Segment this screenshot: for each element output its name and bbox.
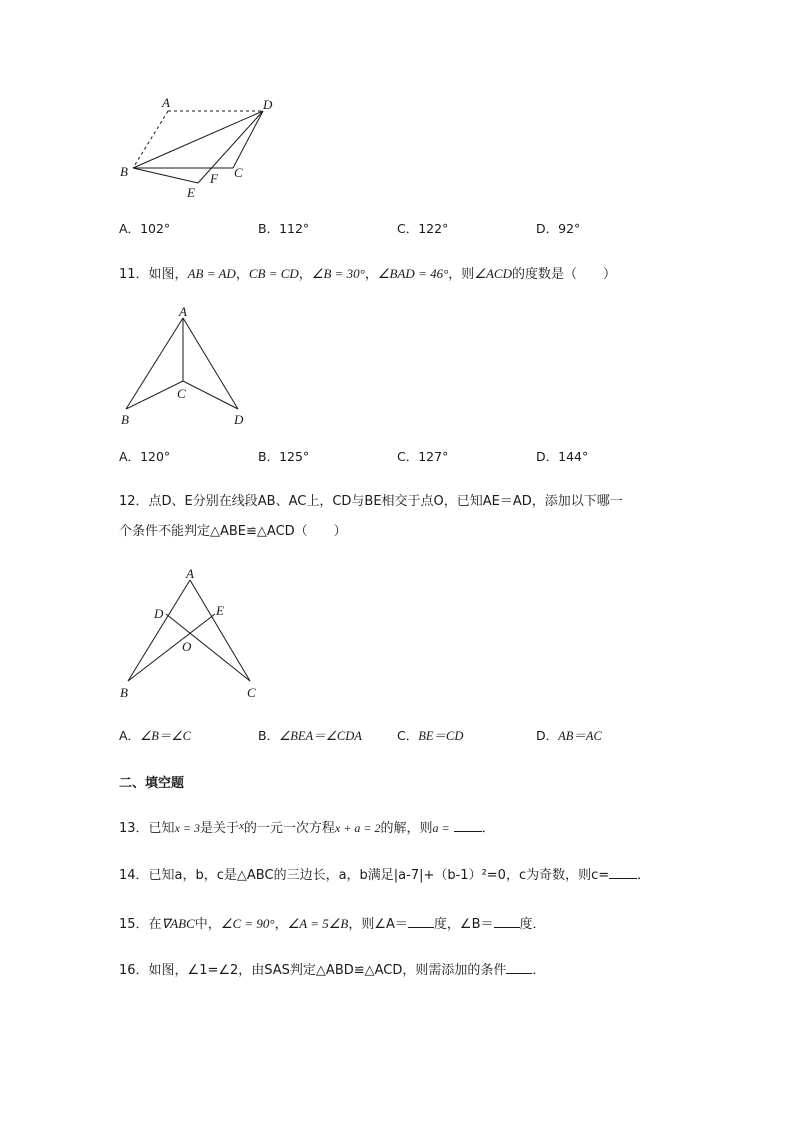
option-letter: C．: [397, 728, 419, 743]
segment-ab: [128, 580, 190, 681]
option-letter: B．: [258, 449, 280, 464]
math-expr: CB = CD: [248, 266, 299, 281]
label-e: E: [216, 603, 224, 618]
segment-ac: [190, 580, 250, 681]
stem-text: ，则: [448, 267, 475, 282]
stem-text: 是关于: [200, 821, 240, 836]
question-number: 11．: [119, 267, 149, 282]
option-letter: D．: [536, 449, 559, 464]
label-c: C: [177, 386, 186, 401]
label-a: A: [162, 95, 170, 110]
stem-text: 度．: [519, 917, 546, 932]
option-letter: C．: [397, 221, 419, 236]
option-letter: D．: [536, 221, 559, 236]
option-letter: A．: [119, 449, 141, 464]
label-c: C: [247, 685, 256, 700]
option-text: ∠B＝∠C: [140, 729, 191, 743]
option-text: AB＝AC: [558, 729, 602, 743]
segment-be: [128, 614, 215, 681]
math-expr: a =: [432, 821, 450, 835]
stem-text: 的度数是（ ）: [511, 267, 616, 282]
option-text: BE＝CD: [418, 729, 464, 743]
option-text: 125°: [279, 449, 310, 464]
label-b: B: [120, 685, 128, 700]
answer-blank[interactable]: [408, 915, 434, 928]
segment-cd: [166, 614, 250, 681]
stem-text: ．: [481, 821, 495, 836]
label-a: A: [186, 566, 194, 581]
question-15: [119, 915, 546, 934]
question-12-stem-line2: 个条件不能判定△ABE≌△ACD（ ）: [119, 524, 347, 539]
stem-text: ，: [235, 267, 249, 282]
label-c: C: [234, 165, 243, 180]
label-d: D: [263, 97, 273, 112]
stem-text: 14．已知a，b，c是△ABC的三边长，a，b满足|a-7|+（b-1）²=0，c为奇数，则c=: [119, 868, 610, 883]
q12-option-a[interactable]: [119, 727, 191, 745]
math-expr: ∠ACD: [474, 266, 512, 281]
section-heading: 二、填空题: [119, 776, 185, 791]
option-letter: A．: [119, 221, 141, 236]
answer-blank[interactable]: [609, 866, 637, 879]
math-expr: x = 3: [174, 821, 200, 835]
option-letter: B．: [258, 728, 280, 743]
math-expr: ∠B = 30°: [311, 266, 365, 281]
stem-text: 15．在: [119, 917, 162, 932]
option-letter: C．: [397, 449, 419, 464]
stem-text: 的一元一次方程: [243, 821, 335, 836]
stem-text: 已知: [148, 821, 175, 836]
option-text: 102°: [140, 221, 171, 236]
option-letter: D．: [536, 728, 559, 743]
stem-text: ，则∠A＝: [348, 917, 408, 932]
math-expr: ∇ABC: [161, 916, 195, 931]
stem-text: 16．如图，∠1=∠2，由SAS判定△ABD≌△ACD，则需添加的条件: [119, 963, 507, 978]
option-text: 112°: [279, 221, 310, 236]
option-text: ∠BEA＝∠CDA: [279, 729, 362, 743]
stem-text: ．: [532, 963, 546, 978]
q12-option-d[interactable]: [536, 727, 602, 745]
math-expr: x + a = 2: [334, 821, 381, 835]
stem-text: 如图，: [148, 267, 188, 282]
option-text: 92°: [558, 221, 581, 236]
question-13: [119, 817, 495, 838]
answer-blank[interactable]: [494, 915, 520, 928]
stem-text: ．: [637, 868, 651, 883]
math-expr: ∠BAD = 46°: [377, 266, 449, 281]
label-o: O: [182, 639, 192, 654]
label-b: B: [121, 412, 129, 427]
math-expr: ∠C = 90°: [220, 916, 275, 931]
answer-blank[interactable]: [454, 819, 482, 832]
stem-text: 中，: [194, 917, 221, 932]
option-letter: B．: [258, 221, 280, 236]
label-d: D: [234, 412, 244, 427]
option-letter: A．: [119, 728, 141, 743]
math-expr: x: [239, 820, 244, 832]
question-16: [119, 961, 545, 980]
question-12-stem-line1: 12．点D、E分别在线段AB、AC上，CD与BE相交于点O，已知AE＝AD，添加以下哪一: [119, 494, 623, 509]
q12-option-c[interactable]: [397, 727, 463, 745]
question-14: [119, 866, 650, 885]
q12-option-b[interactable]: [258, 727, 362, 745]
math-expr: AB = AD: [187, 266, 236, 281]
label-f: F: [210, 171, 218, 186]
label-e: E: [187, 185, 195, 200]
stem-text: ，: [364, 267, 378, 282]
stem-text: ，: [298, 267, 312, 282]
option-text: 144°: [558, 449, 589, 464]
stem-text: ，: [274, 917, 288, 932]
math-expr: ∠A = 5∠B: [287, 916, 349, 931]
label-b: B: [120, 164, 128, 179]
label-d: D: [154, 606, 164, 621]
stem-text: 度，∠B＝: [433, 917, 494, 932]
option-text: 127°: [418, 449, 449, 464]
option-text: 120°: [140, 449, 171, 464]
option-text: 122°: [418, 221, 449, 236]
answer-blank[interactable]: [506, 961, 532, 974]
stem-text: 的解，则: [380, 821, 433, 836]
label-a: A: [179, 304, 187, 319]
question-number: 13．: [119, 821, 149, 836]
